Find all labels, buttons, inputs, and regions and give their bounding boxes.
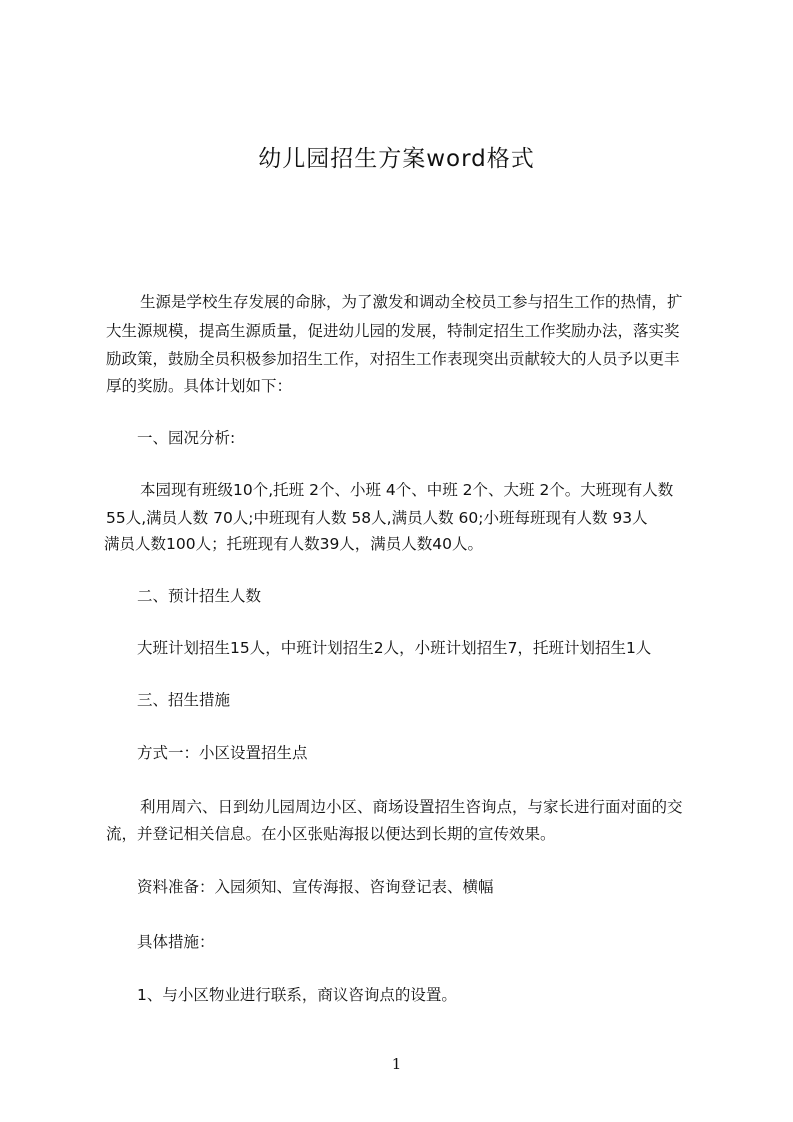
measures-heading: 具体措施： — [137, 933, 215, 951]
section1-line-2: 55人,满员人数 70人;中班现有人数 58人,满员人数 60;小班每班现有人数 93人 — [106, 509, 648, 527]
document-title: 幼儿园招生方案word格式 — [258, 146, 535, 172]
method1-heading: 方式一：小区设置招生点 — [137, 744, 308, 762]
intro-line-1: 生源是学校生存发展的命脉，为了激发和调动全校员工参与招生工作的热情，扩 — [140, 293, 683, 311]
intro-line-4: 厚的奖励。具体计划如下： — [106, 377, 293, 395]
section3-heading: 三、招生措施 — [137, 691, 231, 709]
method1-desc-line-2: 流，并登记相关信息。在小区张贴海报以便达到长期的宣传效果。 — [106, 825, 556, 843]
method1-desc-line-1: 利用周六、日到幼儿园周边小区、商场设置招生咨询点，与家长进行面对面的交 — [140, 798, 683, 816]
section2-heading: 二、预计招生人数 — [137, 587, 262, 605]
measure-item-1: 1、与小区物业进行联系，商议咨询点的设置。 — [137, 986, 457, 1004]
section1-heading: 一、园况分析: — [137, 429, 236, 447]
section2-line: 大班计划招生15人，中班计划招生2人，小班计划招生7，托班计划招生1人 — [137, 639, 652, 657]
page-number: 1 — [391, 1055, 402, 1073]
intro-line-3: 励政策，鼓励全员积极参加招生工作，对招生工作表现突出贡献较大的人员予以更丰 — [106, 350, 680, 368]
materials-line: 资料准备：入园须知、宣传海报、咨询登记表、横幅 — [137, 878, 494, 896]
section1-line-3: 满员人数100人；托班现有人数39人，满员人数40人。 — [104, 535, 484, 553]
section1-line-1: 本园现有班级10个,托班 2个、小班 4个、中班 2个、大班 2个。大班现有人数 — [140, 481, 674, 499]
intro-line-2: 大生源规模，提高生源质量，促进幼儿园的发展，特制定招生工作奖励办法，落实奖 — [106, 322, 680, 340]
